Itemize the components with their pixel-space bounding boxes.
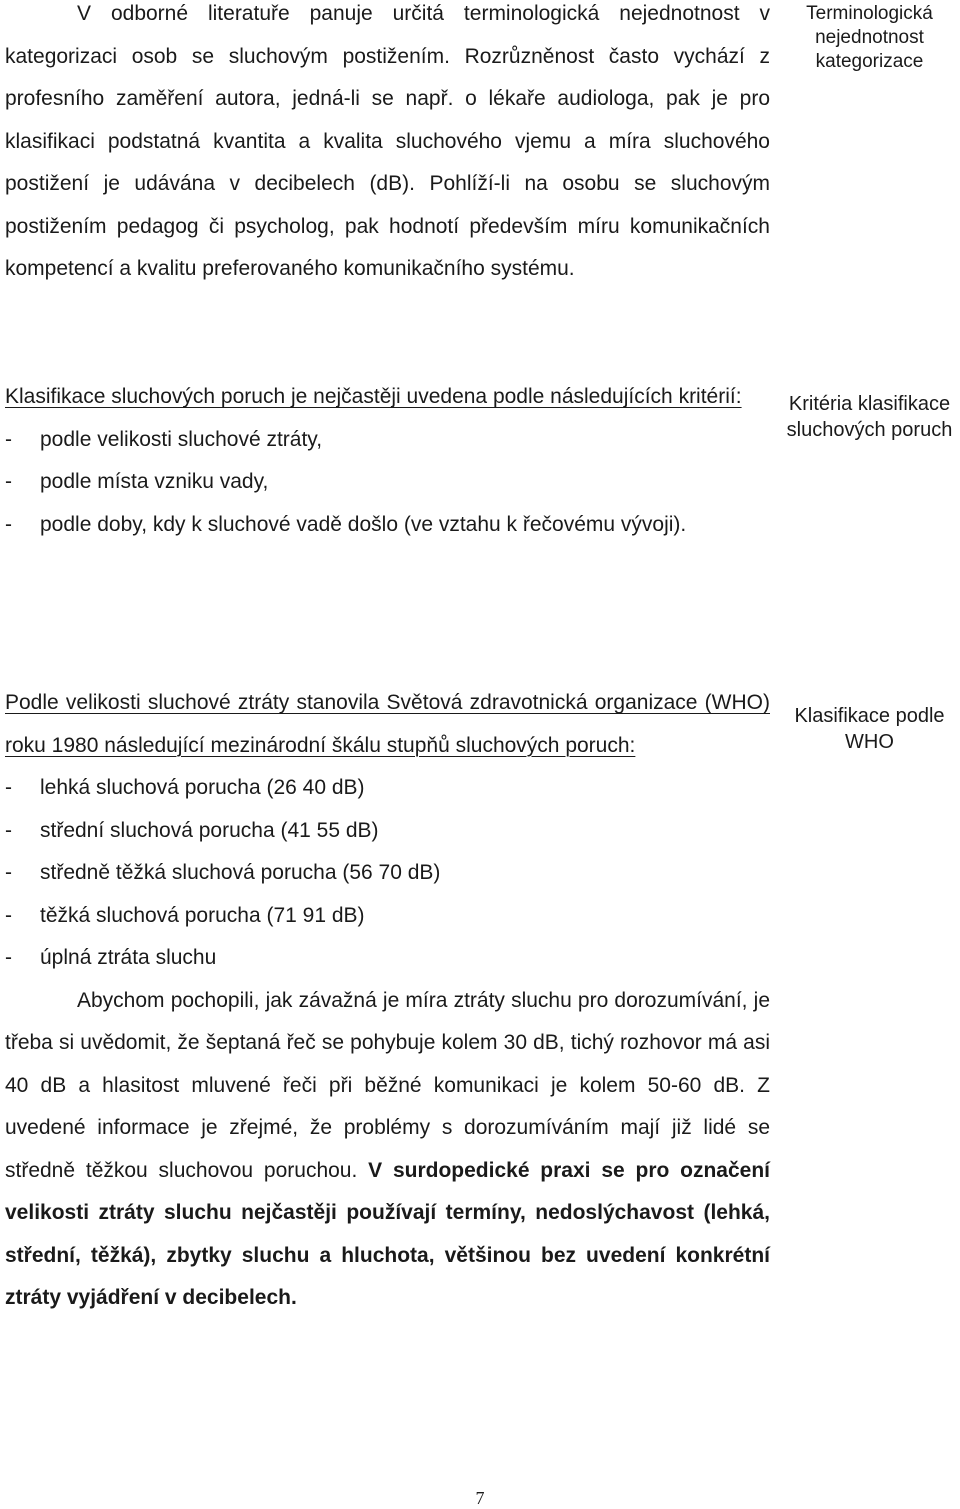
- paragraph-hearing-loss: [5, 980, 770, 1320]
- list-item: - těžká sluchová porucha (71 91 dB): [5, 895, 770, 938]
- paragraph-hearing-loss-bold: V surdopedické praxi se pro označení velikosti ztráty sluchu nejčastěji používají termíny, nedoslýchavost (lehká, střední, těžká), zbytky sluchu a hluchota, většinou bez uvedení konkrétní ztráty vyjádření v decibelech.: [5, 1158, 770, 1309]
- list-item: - střední sluchová porucha (41 55 dB): [5, 810, 770, 853]
- who-scale-list: [5, 767, 770, 980]
- list-item: - lehká sluchová porucha (26 40 dB): [5, 767, 770, 810]
- list-item: - úplná ztráta sluchu: [5, 937, 770, 980]
- section-classification-criteria: [5, 376, 770, 546]
- margin-note-who: Klasifikace podle WHO: [794, 705, 945, 753]
- criteria-intro: Klasifikace sluchových poruch je nejčastěji uvedena podle následujících kritérií:: [5, 385, 742, 408]
- page-number: 7: [475, 1488, 485, 1508]
- margin-note-criteria: Kritéria klasifikace sluchových poruch: [786, 393, 953, 441]
- paragraph-terminology: [5, 0, 770, 291]
- list-item: - středně těžká sluchová porucha (56 70 dB): [5, 852, 770, 895]
- margin-note-terminology: Terminologická nejednotnost kategorizace: [806, 3, 933, 72]
- list-item: - podle velikosti sluchové ztráty,: [5, 419, 770, 462]
- criteria-list: [5, 419, 770, 547]
- section-who-classification: [5, 682, 770, 1320]
- list-item: - podle místa vzniku vady,: [5, 461, 770, 504]
- list-item: - podle doby, kdy k sluchové vadě došlo (ve vztahu k řečovému vývoji).: [5, 504, 770, 547]
- paragraph-hearing-loss-text: Abychom pochopili, jak závažná je míra ztráty sluchu pro dorozumívání, je třeba si uvědomit, že šeptaná řeč se pohybuje kolem 30 dB, tichý rozhovor má asi 40 dB a hlasitost mluvené řeči při běžné komunikaci je kolem 50-60 dB. Z uvedené informace je zřejmé, že problémy s dorozumíváním mají již lidé se středně těžkou sluchovou poruchou.: [5, 988, 770, 1182]
- who-intro: Podle velikosti sluchové ztráty stanovila Světová zdravotnická organizace (WHO) roku 1980 následující mezinárodní škálu stupňů sluchových poruch:: [5, 691, 770, 757]
- paragraph-terminology-text: V odborné literatuře panuje určitá terminologická nejednotnost v kategorizaci osob se sluchovým postižením. Rozrůzněnost často vychází z profesního zaměření autora, jedná-li se např. o lékaře audiologa, pak je pro klasifikaci podstatná kvantita a kvalita sluchového vjemu a míra sluchového postižení je udávána v decibelech (dB). Pohlíží-li na osobu se sluchovým postižením pedagog či psycholog, pak hodnotí především míru komunikačních kompetencí a kvalitu preferovaného komunikačního systému.: [5, 2, 770, 280]
